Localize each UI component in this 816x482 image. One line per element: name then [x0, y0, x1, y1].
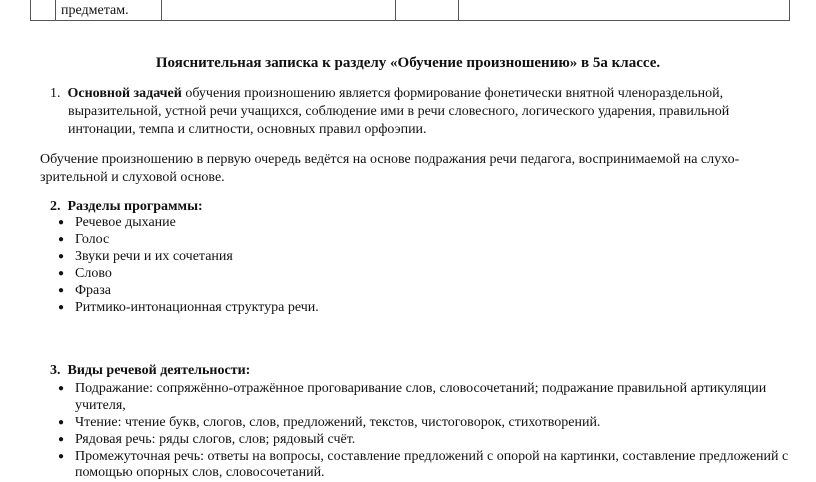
section2-item: Голос [75, 232, 110, 247]
section2-item: Ритмико-интонационная структура речи. [75, 300, 319, 315]
bullet-icon: ● [58, 434, 65, 445]
bullet-icon: ● [58, 268, 65, 279]
section1-line1-text: обучения произношению является формирование фонетически внятной членораздельной, [181, 86, 724, 101]
section3-heading [50, 362, 250, 380]
section3-item: Подражание: сопряжённо-отражённое проговаривание слов, словосочетаний; подражание правильной артикуляции [75, 381, 767, 396]
bullet-icon: ● [58, 417, 65, 428]
bullet-icon: ● [58, 383, 65, 394]
section3-item-continuation: помощью опорных слов, словосочетаний. [75, 465, 325, 480]
bullet-icon: ● [58, 451, 65, 462]
section1-lead: Основной задачей [67, 86, 182, 101]
section3-item: Рядовая речь: ряды слогов, слов; рядовый счёт. [75, 432, 356, 447]
document-title: Пояснительная записка к разделу «Обучение произношению» в 5а классе. [155, 55, 661, 71]
section2-item: Слово [75, 266, 112, 281]
section3-number: 3. [50, 363, 61, 378]
section3-item: Промежуточная речь: ответы на вопросы, составление предложений с опорой на картинки, составление предложений с [75, 449, 789, 464]
section1-line [50, 85, 723, 103]
section2-item: Звуки речи и их сочетания [75, 249, 233, 264]
section2-heading-text: Разделы программы: [67, 199, 203, 214]
table-column-divider [458, 0, 459, 20]
section3-item: Чтение: чтение букв, слогов, слов, предложений, текстов, чистоговорок, стихотворений. [75, 415, 601, 430]
table-column-divider [55, 0, 56, 20]
section2-number: 2. [50, 199, 61, 214]
intro-line1: Обучение произношению в первую очередь ведётся на основе подражания речи педагога, воспринимаемой на слухо- [40, 152, 740, 167]
section1-line3: интонации, темпа и слитности, основных правил орфоэпии. [68, 122, 427, 137]
bullet-icon: ● [58, 302, 65, 313]
bullet-icon: ● [58, 234, 65, 245]
intro-line2: зрительной и слуховой основе. [40, 170, 225, 185]
bullet-icon: ● [58, 217, 65, 228]
bullet-icon: ● [58, 251, 65, 262]
section3-heading-text: Виды речевой деятельности: [67, 363, 251, 378]
section1-number: 1. [50, 86, 61, 101]
bullet-icon: ● [58, 285, 65, 296]
section3-item-continuation: учителя, [75, 398, 126, 413]
table-fragment [30, 0, 790, 21]
section1-line2: выразительной, устной речи учащихся, соблюдение ими в речи словесного, логического ударения, правильной [68, 104, 730, 119]
section2-item: Фраза [75, 283, 112, 298]
table-cell-text: предметам. [61, 3, 129, 18]
section2-item: Речевое дыхание [75, 215, 176, 230]
table-column-divider [395, 0, 396, 20]
table-column-divider [161, 0, 162, 20]
